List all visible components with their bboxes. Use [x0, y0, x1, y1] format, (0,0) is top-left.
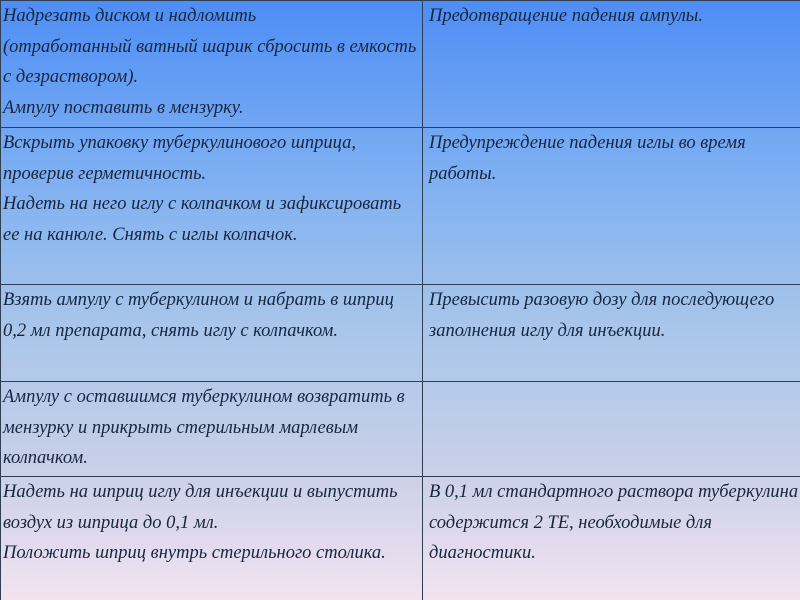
action-cell: [1, 128, 423, 285]
reason-text: Предотвращение падения ампулы.: [429, 6, 703, 26]
action-text: Надеть на шприц иглу для инъекции и выпустить воздух из шприца до 0,1 мл. Положить шприц внутрь стерильного столика.: [3, 482, 398, 563]
action-cell: [1, 1, 423, 128]
reason-cell: [423, 128, 800, 285]
reason-cell: [423, 285, 800, 382]
action-text: Вскрыть упаковку туберкулинового шприца, проверив герметичность. Надеть на него иглу с колпачком и зафиксировать ее на канюле. Снять с иглы колпачок.: [3, 133, 402, 245]
table-row: [1, 477, 800, 600]
action-cell: [1, 285, 423, 382]
action-text: Ампулу с оставшимся туберкулином возвратить в мензурку и прикрыть стерильным марлевым колпачком.: [3, 387, 405, 468]
reason-text: В 0,1 мл стандартного раствора туберкулина содержится 2 ТЕ, необходимые для диагностики.: [429, 482, 799, 563]
table-row: [1, 128, 800, 285]
action-cell: [1, 477, 423, 600]
reason-text: Предупреждение падения иглы во время работы.: [429, 133, 746, 184]
reason-cell: [423, 477, 800, 600]
table-row: [1, 285, 800, 382]
action-text: Взять ампулу с туберкулином и набрать в шприц 0,2 мл препарата, снять иглу с колпачком.: [3, 290, 394, 341]
reason-text: Превысить разовую дозу для последующего заполнения иглу для инъекции.: [429, 290, 775, 341]
reason-cell: [423, 382, 800, 477]
action-cell: [1, 382, 423, 477]
table-row: [1, 382, 800, 477]
action-text: Надрезать диском и надломить (отработанный ватный шарик сбросить в емкость с дезраствором). Ампулу поставить в мензурку.: [3, 6, 417, 118]
reason-cell: [423, 1, 800, 128]
table-row: [1, 1, 800, 128]
